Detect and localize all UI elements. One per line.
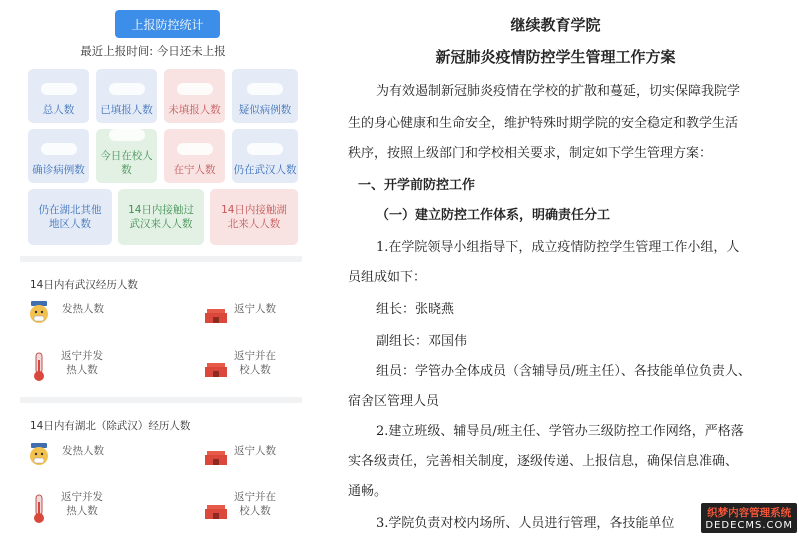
stat-card-hubei-contact[interactable]: 14日内接触湖北来人人数 xyxy=(210,189,298,245)
doc-paragraph-line: 组员：学管办全体成员（含辅导员/班主任）、各技能单位负责人、 xyxy=(376,364,751,379)
city-gate-icon xyxy=(204,306,228,324)
doc-paragraph-line: 1.在学院领导小组指导下，成立疫情防控学生管理工作小组，人 xyxy=(376,240,740,255)
doc-paragraph-line: 宿舍区管理人员 xyxy=(348,394,440,409)
stat-card-confirmed[interactable]: 确诊病例数 xyxy=(28,129,89,183)
wuhan-return-count: 返宁人数 xyxy=(234,303,276,315)
thermometer-icon xyxy=(28,494,50,524)
stat-card-in-wuhan[interactable]: 仍在武汉人数 xyxy=(232,129,298,183)
stat-card-hubei-other[interactable]: 仍在湖北其他地区人数 xyxy=(28,189,112,245)
hubei-fever-count: 发热人数 xyxy=(62,445,104,457)
wuhan-fever-count: 发热人数 xyxy=(62,303,104,315)
stat-card-reported[interactable]: 已填报人数 xyxy=(96,69,157,123)
hubei-return-school-count: 返宁并在校人数 xyxy=(234,491,276,517)
face-mask-icon xyxy=(28,442,50,468)
doc-heading-1: 一、开学前防控工作 xyxy=(358,178,476,193)
face-mask-icon xyxy=(28,300,50,326)
watermark-logo: 织梦内容管理系统 DEDECMS.COM xyxy=(701,503,797,533)
hubei-return-fever-count: 返宁并发热人数 xyxy=(61,491,103,517)
report-stats-button[interactable]: 上报防控统计 xyxy=(115,10,220,38)
doc-paragraph-line: 2.建立班级、辅导员/班主任、学管办三级防控工作网络，严格落 xyxy=(376,424,744,439)
last-report-time: 最近上报时间: 今日还未上报 xyxy=(80,44,226,58)
wuhan-return-fever-count: 返宁并发热人数 xyxy=(61,350,103,376)
doc-paragraph-line: 3.学院负责对校内场所、人员进行管理，各技能单位 xyxy=(376,516,675,531)
doc-paragraph-line: 实各级责任，完善相关制度，逐级传递、上报信息，确保信息准确、 xyxy=(348,454,739,469)
doc-paragraph-line: 生的身心健康和生命安全，维护特殊时期学院的安全稳定和教学生活 xyxy=(348,116,739,131)
doc-paragraph-line: 为有效遏制新冠肺炎疫情在学校的扩散和蔓延，切实保障我院学 xyxy=(376,84,741,99)
document-page xyxy=(312,0,799,539)
epidemic-stats-panel xyxy=(0,0,306,539)
hubei-section-title: 14日内有湖北（除武汉）经历人数 xyxy=(30,420,191,432)
hubei-return-count: 返宁人数 xyxy=(234,445,276,457)
stat-card-in-nanjing[interactable]: 在宁人数 xyxy=(164,129,225,183)
doc-title-institution: 继续教育学院 xyxy=(510,16,601,34)
section-divider xyxy=(20,256,302,262)
wuhan-section-title: 14日内有武汉经历人数 xyxy=(30,279,138,291)
stat-card-wuhan-contact[interactable]: 14日内接触过武汉来人人数 xyxy=(118,189,204,245)
doc-paragraph-line: 通畅。 xyxy=(348,484,388,499)
doc-heading-2: （一）建立防控工作体系，明确责任分工 xyxy=(376,208,611,223)
doc-paragraph-line: 秩序，按照上级部门和学校相关要求，制定如下学生管理方案： xyxy=(348,146,713,161)
stat-card-on-campus[interactable]: 今日在校人数 xyxy=(96,129,157,183)
doc-title-main: 新冠肺炎疫情防控学生管理工作方案 xyxy=(435,48,676,66)
city-gate-icon xyxy=(204,448,228,466)
thermometer-icon xyxy=(28,352,50,382)
section-divider xyxy=(20,397,302,403)
doc-vice-leader: 副组长：邓国伟 xyxy=(376,334,468,349)
doc-paragraph-line: 员组成如下： xyxy=(348,270,427,285)
stat-card-total[interactable]: 总人数 xyxy=(28,69,89,123)
stat-card-unreported[interactable]: 未填报人数 xyxy=(164,69,225,123)
stat-card-suspected[interactable]: 疑似病例数 xyxy=(232,69,298,123)
wuhan-return-school-count: 返宁并在校人数 xyxy=(234,350,276,376)
city-gate-icon xyxy=(204,502,228,520)
doc-leader: 组长：张晓燕 xyxy=(376,302,455,317)
city-gate-icon xyxy=(204,360,228,378)
